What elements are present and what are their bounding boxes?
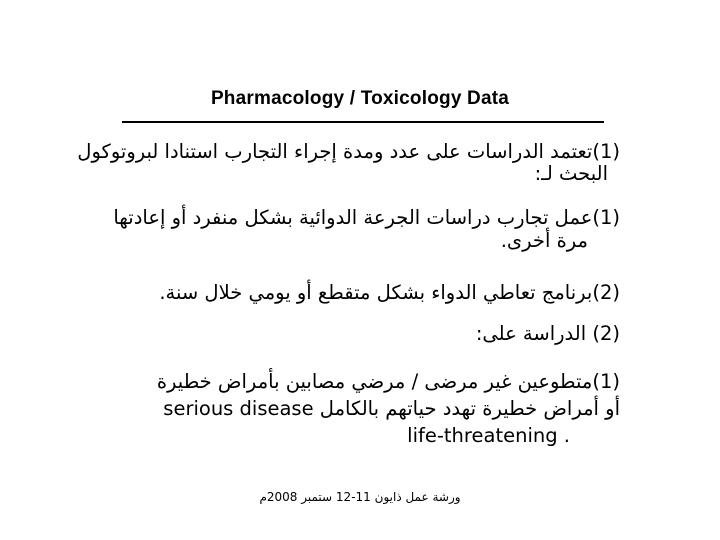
slide-title: Pharmacology / Toxicology Data xyxy=(210,88,510,109)
item1-line-2: مرة أخرى. xyxy=(500,229,588,252)
item1-line-1: (1)عمل تجارب دراسات الجرعة الدوائية بشكل منفرد أو إعادتها xyxy=(113,206,620,229)
section2-heading: (2) الدراسة على: xyxy=(475,322,620,345)
slide-footer: ورشة عمل ذايون 11-12 ستمبر 2008م xyxy=(259,490,461,504)
intro-line-2: البحث لـ: xyxy=(534,162,608,185)
s2-item1-line-1: (1)متطوعين غير مرضى / مرضي مصابين بأمراض خطيرة xyxy=(156,370,620,393)
intro-line-1: (1)تعتمد الدراسات على عدد ومدة إجراء التجارب استنادا لبروتوكول xyxy=(77,140,620,163)
title-divider xyxy=(122,121,604,123)
s2-item1-line-2: serious disease أو أمراض خطيرة تهدد حياتهم بالكامل xyxy=(163,397,620,420)
s2-item1-line-3: life-threatening . xyxy=(407,424,570,447)
item2-line-1: (2)برنامج تعاطي الدواء بشكل متقطع أو يومي خلال سنة. xyxy=(159,281,620,304)
